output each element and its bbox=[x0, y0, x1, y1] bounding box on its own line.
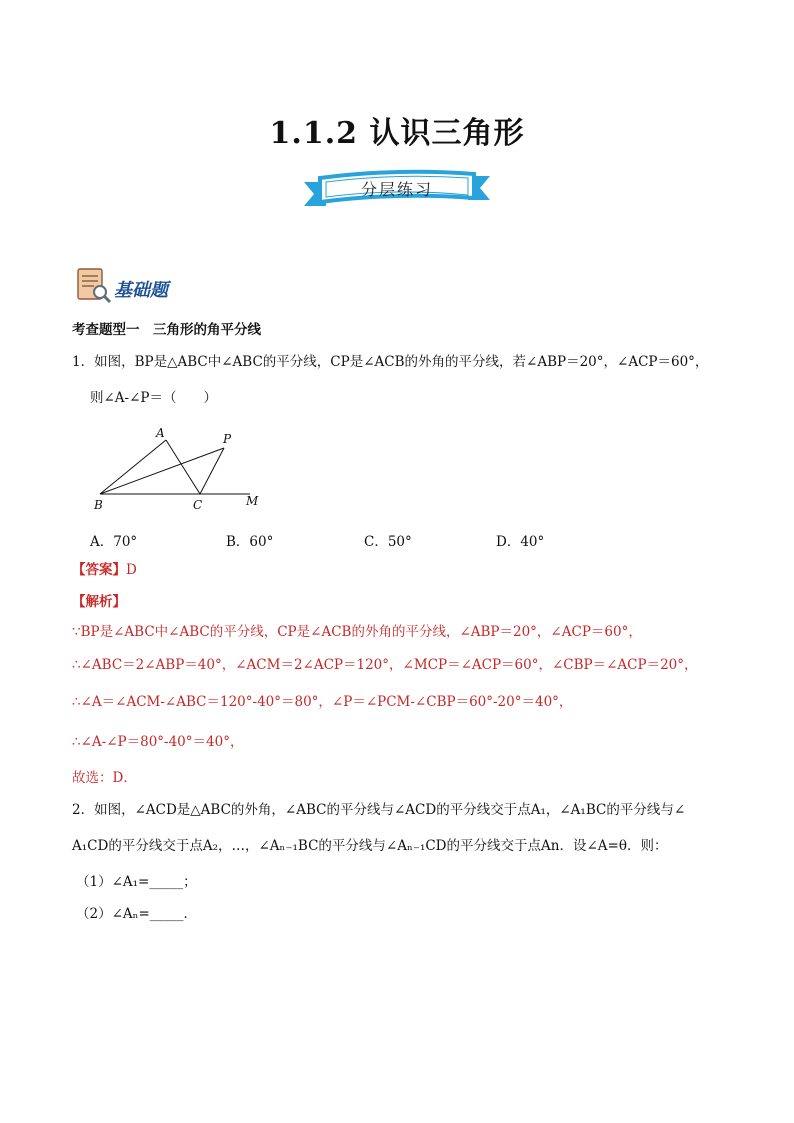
option-c: C．50° bbox=[364, 534, 412, 550]
label-a: A bbox=[156, 426, 165, 440]
ribbon-banner bbox=[300, 168, 494, 214]
option-b: B．60° bbox=[226, 534, 274, 550]
question-2-part-2: （2）∠Aₙ=_____． bbox=[76, 906, 198, 922]
question-2-part-1: （1）∠A₁=_____； bbox=[76, 874, 197, 890]
question-1-text: 1．如图，BP是△ABC中∠ABC的平分线，CP是∠ACB的外角的平分线，若∠ABP＝20°，∠ACP＝60°， bbox=[72, 354, 709, 370]
type-heading: 考查题型一 三角形的角平分线 bbox=[72, 322, 261, 338]
triangle-figure bbox=[90, 426, 270, 520]
analysis-conclusion: 故选：D． bbox=[72, 770, 137, 786]
option-a: A．70° bbox=[90, 534, 138, 550]
label-m: M bbox=[246, 494, 259, 508]
analysis-line-2: ∴∠ABC＝2∠ABP＝40°，∠ACM＝2∠ACP＝120°，∠MCP＝∠ACP＝60°，∠CBP＝∠ACP＝20°， bbox=[72, 657, 698, 673]
page-title: 1.1.2 认识三角形 bbox=[269, 116, 525, 151]
label-c: C bbox=[193, 498, 203, 512]
analysis-tag: 【解析】 bbox=[72, 594, 126, 610]
answer-value: D bbox=[126, 562, 137, 578]
label-p: P bbox=[223, 432, 232, 446]
analysis-line-3: ∴∠A＝∠ACM-∠ABC＝120°-40°＝80°，∠P＝∠PCM-∠CBP＝60°-20°＝40°， bbox=[72, 694, 573, 710]
answer-line bbox=[72, 560, 137, 580]
document-search-icon bbox=[76, 268, 116, 308]
question-2-text: 2．如图，∠ACD是△ABC的外角，∠ABC的平分线与∠ACD的平分线交于点A₁，∠A₁BC的平分线与∠ bbox=[72, 802, 686, 818]
banner-text: 分层练习 bbox=[360, 180, 433, 199]
analysis-line-4: ∴∠A-∠P＝80°-40°＝40°， bbox=[72, 734, 244, 750]
answer-tag: 【答案】 bbox=[72, 562, 126, 578]
section-label: 基础题 bbox=[114, 280, 168, 301]
option-d: D．40° bbox=[496, 534, 545, 550]
question-1-stem: 则∠A-∠P＝（ ） bbox=[90, 390, 218, 406]
question-2-text-2: A₁CD的平分线交于点A₂，…，∠Aₙ₋₁BC的平分线与∠Aₙ₋₁CD的平分线交于点An．设∠A=θ．则： bbox=[72, 838, 668, 854]
label-b: B bbox=[94, 498, 103, 512]
analysis-line-1: ∵BP是∠ABC中∠ABC的平分线，CP是∠ACB的外角的平分线，∠ABP＝20°，∠ACP＝60°， bbox=[72, 624, 642, 640]
